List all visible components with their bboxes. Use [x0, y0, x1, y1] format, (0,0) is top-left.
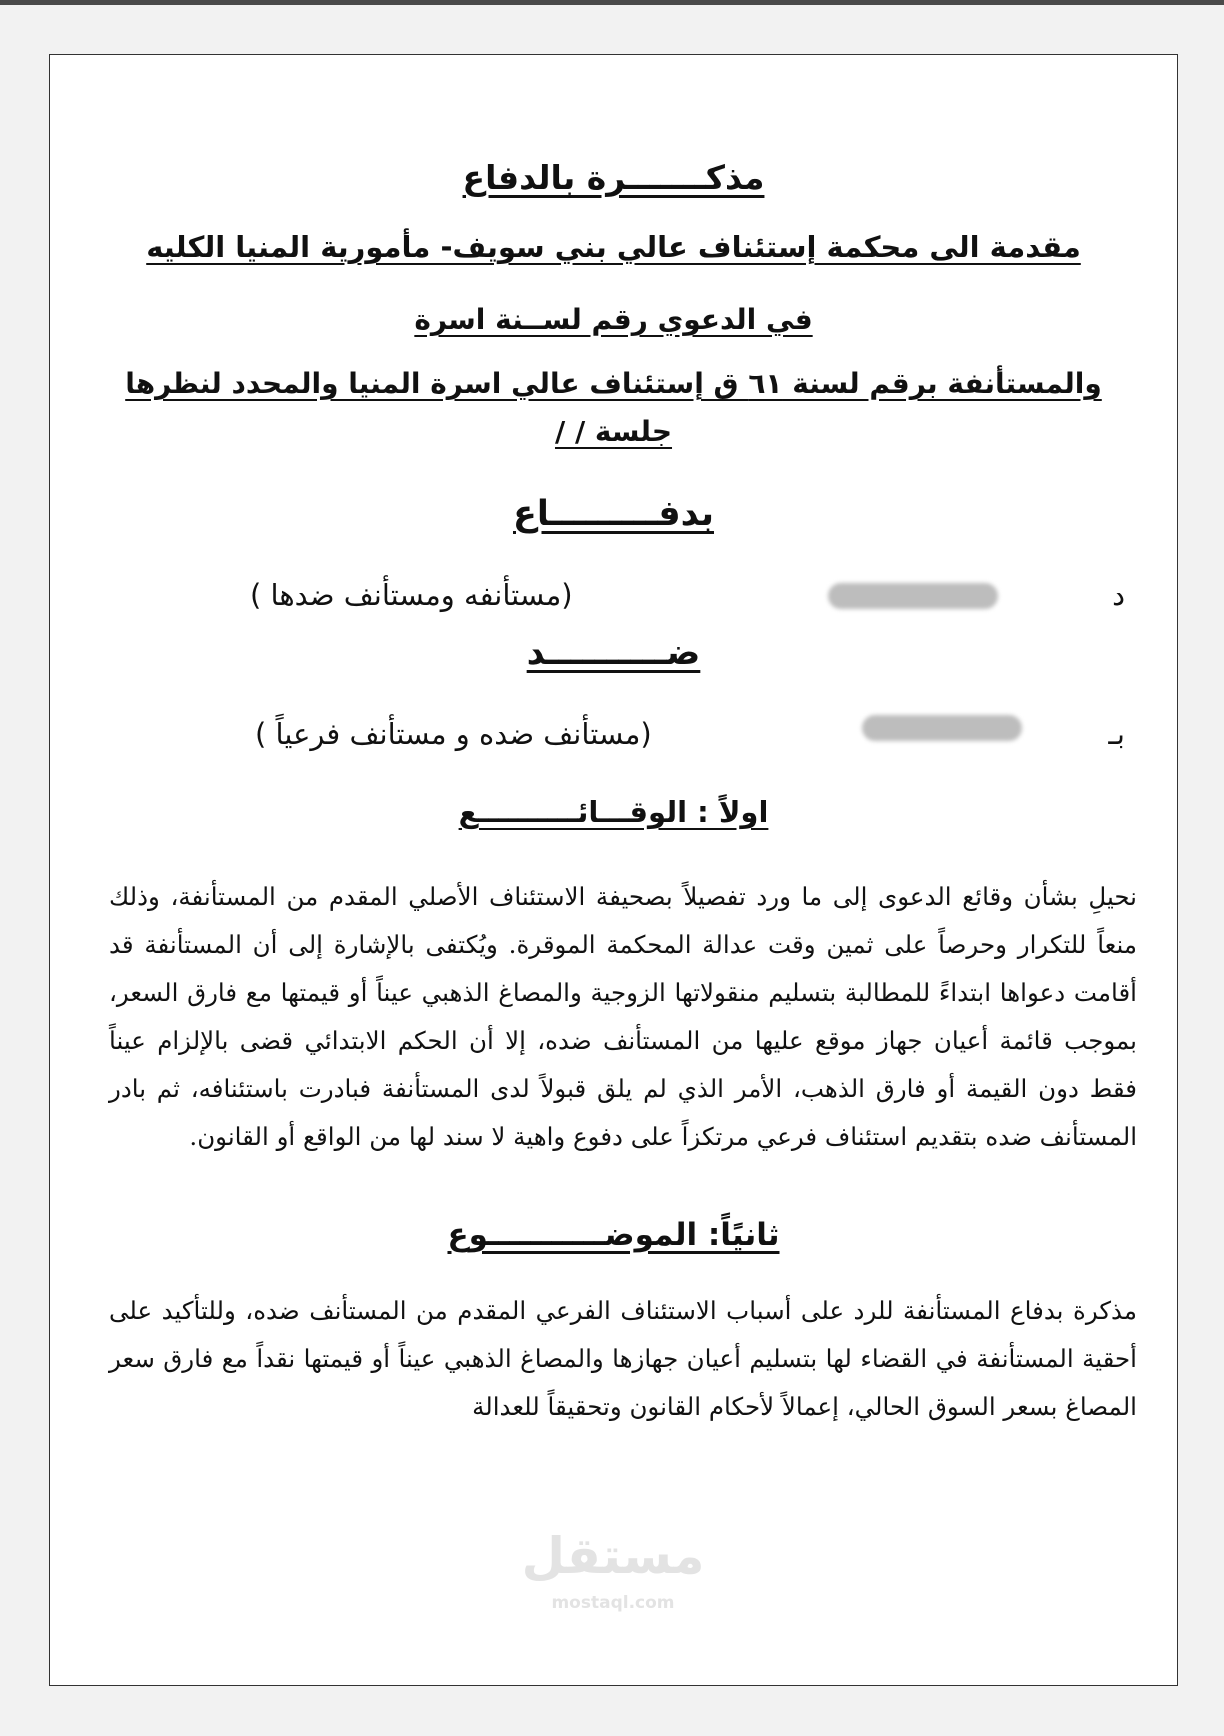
party-first-role: (مستأنفه ومستأنف ضدها ) — [250, 578, 573, 612]
party-first-name: د — [1112, 578, 1125, 612]
party-second-name: بـ — [1108, 717, 1125, 751]
subject-heading: ثانيًاً: الموضـــــــــــوع — [447, 1217, 780, 1253]
watermark-url: mostaql.com — [551, 1593, 675, 1613]
top-bar — [0, 0, 1224, 5]
against-heading: ضــــــــــد — [526, 633, 701, 673]
session-line: جلسة / / — [554, 415, 673, 448]
redaction-mark — [862, 715, 1022, 741]
redaction-mark — [828, 583, 998, 609]
watermark-logo: مستقل — [521, 1527, 705, 1585]
facts-heading: اولاً : الوقـــائــــــــــع — [458, 795, 769, 829]
document-page — [49, 54, 1178, 1686]
case-number-line: في الدعوي رقم لســنة اسرة — [414, 303, 813, 336]
memo-title: مذكـــــــرة بالدفاع — [462, 158, 765, 197]
subject-paragraph: مذكرة بدفاع المستأنفة للرد على أسباب الاستئناف الفرعي المقدم من المستأنف ضده، وللتأكيد على أحقية المستأنفة في القضاء لها بتسليم أعيان جهازها والمصاغ الذهبي عيناً أو قيمتها نقداً مع فارق سعر المصاغ بسعر السوق الحالي، إعمالاً لأحكام القانون وتحقيقاً للعدالة — [109, 1296, 1137, 1421]
defense-heading: بدفـــــــــاع — [513, 494, 714, 534]
court-heading: مقدمة الى محكمة إستئناف عالي بني سويف- مأمورية المنيا الكليه — [146, 230, 1081, 264]
party-second-role: (مستأنف ضده و مستأنف فرعياً ) — [255, 717, 652, 751]
facts-paragraph: نحيلِ بشأن وقائع الدعوى إلى ما ورد تفصيلاً بصحيفة الاستئناف الأصلي المقدم من المستأنفة، وذلك منعاً للتكرار وحرصاً على ثمين وقت عدالة المحكمة الموقرة. ويُكتفى بالإشارة إلى أن المستأنفة قد أقامت دعواها ابتداءً للمطالبة بتسليم منقولاتها الزوجية والمصاغ الذهبي عيناً أو قيمتها مع فارق السعر، بموجب قائمة أعيان جهاز موقع عليها من المستأنف ضده، إلا أن الحكم الابتدائي قضى بالإلزام عيناً فقط دون القيمة أو فارق الذهب، الأمر الذي لم يلق قبولاً لدى المستأنفة فبادرت باستئنافه، ثم بادر المستأنف ضده بتقديم استئناف فرعي مرتكزاً على دفوع واهية لا سند لها من الواقع أو القانون. — [109, 882, 1137, 1151]
appeal-line: والمستأنفة برقم لسنة ٦١ ق إستئناف عالي اسرة المنيا والمحدد لنظرها — [125, 367, 1102, 400]
